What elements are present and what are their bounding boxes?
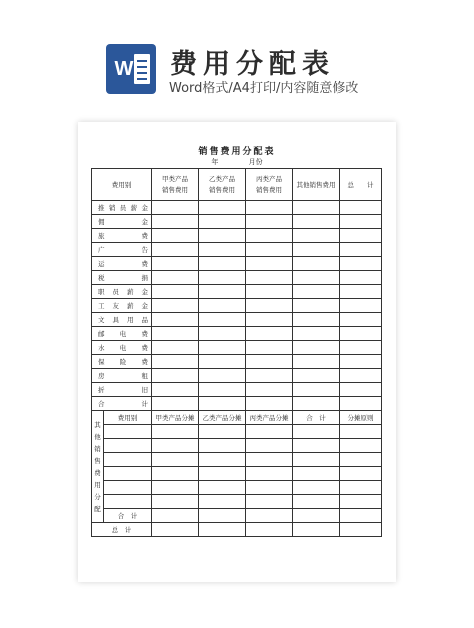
table-cell[interactable] (246, 299, 293, 313)
table-cell[interactable] (199, 509, 246, 523)
table-cell[interactable] (152, 425, 199, 439)
word-icon-page (134, 54, 150, 84)
side-label-char: 其 (94, 420, 101, 429)
table-cell[interactable] (246, 397, 293, 411)
table-row (92, 341, 382, 355)
table-row (92, 271, 382, 285)
row-label: 职员薪金 (92, 285, 152, 299)
table-row (92, 481, 382, 495)
table-cell[interactable] (340, 453, 382, 467)
column-header-line1: 甲类产品 (162, 175, 188, 183)
row-label: 工友薪金 (92, 299, 152, 313)
year-label: 年 (211, 158, 219, 166)
column-header-line1: 丙类产品 (256, 175, 282, 183)
table-row (92, 257, 382, 271)
table-cell[interactable] (293, 495, 340, 509)
table-cell[interactable] (246, 313, 293, 327)
page-subtitle: Word格式/A4打印/内容随意修改 (169, 81, 359, 96)
table-cell[interactable] (246, 257, 293, 271)
table-cell[interactable] (152, 299, 199, 313)
column-header (246, 169, 293, 201)
table-cell[interactable] (199, 481, 246, 495)
column-header (293, 169, 340, 201)
table-cell[interactable] (340, 327, 382, 341)
table-cell[interactable] (199, 425, 246, 439)
lower-column-header: 丙类产品分摊 (246, 411, 293, 425)
table-cell[interactable] (152, 509, 199, 523)
table-cell[interactable] (340, 215, 382, 229)
row-label: 房租 (92, 369, 152, 383)
table-cell[interactable] (152, 481, 199, 495)
table-row (92, 327, 382, 341)
table-cell[interactable] (293, 439, 340, 453)
table-row (92, 243, 382, 257)
table-cell[interactable] (293, 243, 340, 257)
table-cell[interactable] (293, 299, 340, 313)
table-cell[interactable] (246, 215, 293, 229)
row-label: 运费 (92, 257, 152, 271)
table-cell[interactable] (340, 271, 382, 285)
table-cell[interactable] (199, 299, 246, 313)
row-label: 旅费 (92, 229, 152, 243)
table-cell[interactable] (293, 271, 340, 285)
table-cell[interactable] (199, 383, 246, 397)
row-label: 合计 (92, 397, 152, 411)
table-cell[interactable] (293, 383, 340, 397)
table-cell[interactable] (246, 285, 293, 299)
month-label: 月份 (248, 158, 263, 166)
column-header-line1: 乙类产品 (209, 175, 235, 183)
column-header (92, 169, 152, 201)
table-cell[interactable] (340, 257, 382, 271)
table-cell[interactable] (104, 439, 152, 453)
table-cell[interactable] (340, 481, 382, 495)
column-header (340, 169, 382, 201)
lower-column-header: 合 计 (293, 411, 340, 425)
table-row (92, 495, 382, 509)
table-cell[interactable] (199, 467, 246, 481)
table-cell[interactable] (246, 243, 293, 257)
table-cell[interactable] (199, 327, 246, 341)
side-label-char: 售 (94, 456, 101, 465)
row-label: 税捐 (92, 271, 152, 285)
table-cell[interactable] (199, 453, 246, 467)
table-cell[interactable] (152, 243, 199, 257)
table-cell[interactable] (152, 453, 199, 467)
row-label: 保险费 (92, 355, 152, 369)
table-cell[interactable] (199, 229, 246, 243)
table-cell[interactable] (246, 229, 293, 243)
document-date-line (78, 157, 396, 167)
row-label: 推销员薪金 (92, 201, 152, 215)
table-row (92, 229, 382, 243)
side-label-char: 配 (94, 504, 101, 513)
row-label: 水电费 (92, 341, 152, 355)
column-header-line2: 销售费用 (162, 186, 188, 194)
table-row (92, 299, 382, 313)
table-cell[interactable] (152, 327, 199, 341)
table-cell[interactable] (104, 481, 152, 495)
table-cell[interactable] (199, 439, 246, 453)
table-cell[interactable] (340, 313, 382, 327)
table-cell[interactable] (199, 243, 246, 257)
table-cell[interactable] (199, 397, 246, 411)
row-label: 文具用品 (92, 313, 152, 327)
table-cell[interactable] (246, 271, 293, 285)
table-cell[interactable] (199, 355, 246, 369)
document-preview (78, 122, 396, 582)
lower-subtotal-label: 合 计 (104, 509, 152, 523)
table-cell[interactable] (152, 355, 199, 369)
table-cell[interactable] (246, 341, 293, 355)
table-cell[interactable] (293, 425, 340, 439)
table-cell[interactable] (293, 327, 340, 341)
table-cell[interactable] (340, 355, 382, 369)
table-row (92, 285, 382, 299)
table-cell[interactable] (152, 369, 199, 383)
table-cell[interactable] (340, 439, 382, 453)
table-cell[interactable] (340, 523, 382, 537)
table-row (92, 453, 382, 467)
table-cell[interactable] (199, 257, 246, 271)
table-cell[interactable] (199, 201, 246, 215)
row-label: 折旧 (92, 383, 152, 397)
table-cell[interactable] (293, 467, 340, 481)
table-row (92, 509, 382, 523)
table-row (92, 383, 382, 397)
table-cell[interactable] (293, 453, 340, 467)
table-cell[interactable] (152, 285, 199, 299)
table-cell[interactable] (340, 243, 382, 257)
table-cell[interactable] (340, 495, 382, 509)
table-cell[interactable] (293, 397, 340, 411)
table-cell[interactable] (152, 341, 199, 355)
table-cell[interactable] (199, 523, 246, 537)
table-row (92, 201, 382, 215)
table-cell[interactable] (152, 215, 199, 229)
table-cell[interactable] (340, 229, 382, 243)
row-label: 佣金 (92, 215, 152, 229)
table-cell[interactable] (199, 495, 246, 509)
table-cell[interactable] (104, 467, 152, 481)
table-cell[interactable] (246, 509, 293, 523)
table-cell[interactable] (246, 467, 293, 481)
promo-header (0, 0, 474, 110)
table-cell[interactable] (199, 369, 246, 383)
table-cell[interactable] (293, 229, 340, 243)
table-cell[interactable] (199, 285, 246, 299)
column-header-line2: 销售费用 (209, 186, 235, 194)
table-cell[interactable] (152, 467, 199, 481)
lower-column-header: 费用别 (104, 411, 152, 425)
table-cell[interactable] (152, 397, 199, 411)
side-label-char: 费 (94, 468, 101, 477)
table-cell[interactable] (340, 299, 382, 313)
document-title: 销售费用分配表 (198, 147, 276, 157)
column-header-line2: 销售费用 (256, 186, 282, 194)
column-header-line1: 其他销售费用 (296, 180, 336, 189)
table-cell[interactable] (246, 523, 293, 537)
table-cell[interactable] (293, 481, 340, 495)
word-document-icon (106, 44, 156, 94)
table-cell[interactable] (293, 369, 340, 383)
side-label-char: 销 (94, 444, 101, 453)
table-cell[interactable] (293, 355, 340, 369)
table-cell[interactable] (104, 425, 152, 439)
row-label: 广告 (92, 243, 152, 257)
table-row (92, 425, 382, 439)
lower-header-row (92, 411, 382, 425)
table-cell[interactable] (293, 313, 340, 327)
table-cell[interactable] (104, 453, 152, 467)
table-cell[interactable] (246, 425, 293, 439)
table-cell[interactable] (293, 201, 340, 215)
table-cell[interactable] (246, 369, 293, 383)
table-cell[interactable] (293, 257, 340, 271)
side-label-char: 他 (94, 432, 101, 441)
table-cell[interactable] (152, 229, 199, 243)
side-label-char: 分 (94, 492, 101, 501)
table-cell[interactable] (293, 285, 340, 299)
table-cell[interactable] (340, 383, 382, 397)
table-header-row (92, 169, 382, 201)
table-cell[interactable] (246, 327, 293, 341)
expense-allocation-table (91, 168, 382, 537)
table-cell[interactable] (199, 271, 246, 285)
page-title: 费用分配表 (170, 49, 335, 80)
table-cell[interactable] (340, 425, 382, 439)
lower-column-header: 分摊原则 (340, 411, 382, 425)
table-cell[interactable] (293, 509, 340, 523)
row-label: 邮电费 (92, 327, 152, 341)
table-row (92, 215, 382, 229)
word-icon-letter: W (114, 58, 134, 80)
table-cell[interactable] (293, 215, 340, 229)
table-cell[interactable] (340, 285, 382, 299)
table-cell[interactable] (152, 439, 199, 453)
grand-total-row (92, 523, 382, 537)
table-cell[interactable] (104, 495, 152, 509)
grand-total-label: 总 计 (92, 523, 152, 537)
table-cell[interactable] (246, 355, 293, 369)
table-cell[interactable] (340, 201, 382, 215)
table-cell[interactable] (246, 439, 293, 453)
table-cell[interactable] (246, 453, 293, 467)
table-cell[interactable] (199, 215, 246, 229)
table-row (92, 397, 382, 411)
table-row (92, 439, 382, 453)
table-cell[interactable] (199, 313, 246, 327)
table-cell[interactable] (152, 313, 199, 327)
table-cell[interactable] (152, 201, 199, 215)
table-row (92, 355, 382, 369)
side-label-char: 用 (94, 480, 101, 489)
table-cell[interactable] (152, 271, 199, 285)
table-cell[interactable] (340, 341, 382, 355)
table-cell[interactable] (152, 523, 199, 537)
table-cell[interactable] (152, 495, 199, 509)
table-cell[interactable] (246, 201, 293, 215)
table-cell[interactable] (246, 481, 293, 495)
table-row (92, 467, 382, 481)
table-cell[interactable] (340, 467, 382, 481)
table-row (92, 313, 382, 327)
table-cell[interactable] (293, 341, 340, 355)
table-cell[interactable] (293, 523, 340, 537)
column-header (152, 169, 199, 201)
column-header-line1: 费用别 (111, 180, 132, 189)
table-cell[interactable] (340, 369, 382, 383)
table-cell[interactable] (246, 383, 293, 397)
lower-column-header: 甲类产品分摊 (152, 411, 199, 425)
column-header (199, 169, 246, 201)
table-row (92, 369, 382, 383)
lower-section-label (92, 411, 104, 523)
table-cell[interactable] (199, 341, 246, 355)
table-cell[interactable] (152, 257, 199, 271)
lower-column-header: 乙类产品分摊 (199, 411, 246, 425)
column-header-line1: 总 计 (347, 180, 374, 189)
table-cell[interactable] (340, 509, 382, 523)
table-cell[interactable] (152, 383, 199, 397)
table-cell[interactable] (340, 397, 382, 411)
table-cell[interactable] (246, 495, 293, 509)
